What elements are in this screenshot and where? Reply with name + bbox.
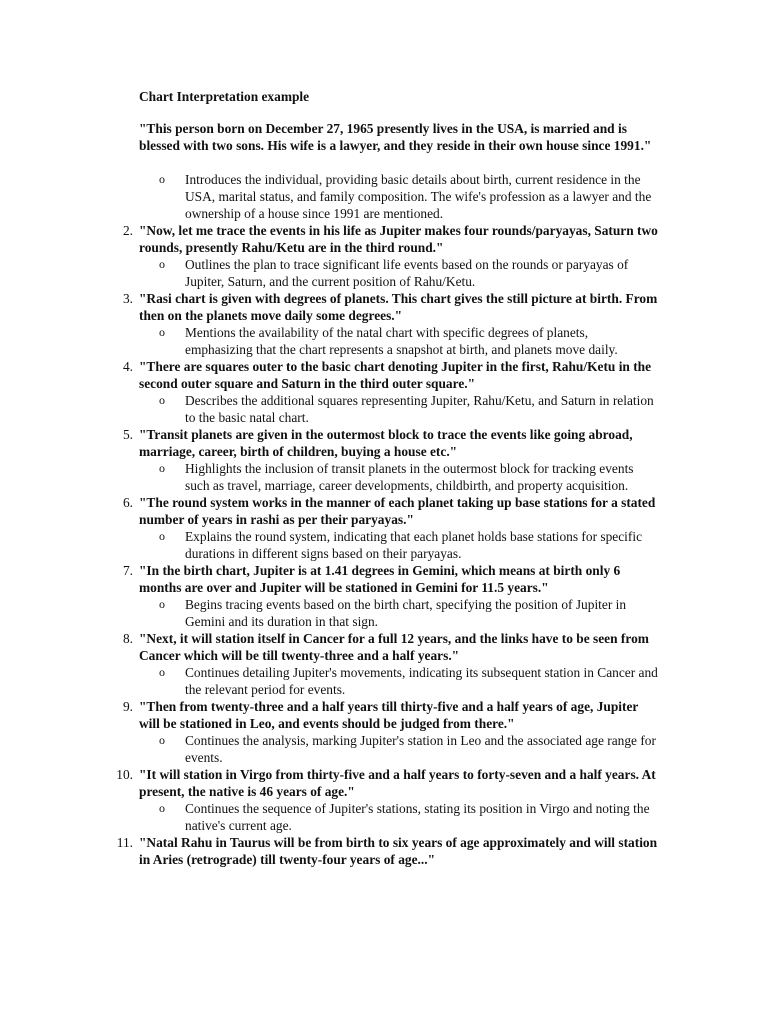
- item-number: 11.: [116, 835, 133, 850]
- list-item: [122, 630, 659, 698]
- note-text: Continues the sequence of Jupiter's stations, stating its position in Virgo and noting the native's current age.: [185, 801, 650, 833]
- item-note: [139, 596, 659, 630]
- item-note: [139, 392, 659, 426]
- item-note: [139, 800, 659, 834]
- document-title: Chart Interpretation example: [139, 89, 310, 104]
- bullet-marker: o: [159, 733, 165, 747]
- item-quote: "There are squares outer to the basic chart denoting Jupiter in the first, Rahu/Ketu in the second outer square and Saturn in the third outer square.": [139, 359, 652, 391]
- item-number: 8.: [122, 631, 133, 646]
- item-note: [139, 256, 659, 290]
- bullet-marker: o: [159, 529, 165, 543]
- item-number: 6.: [122, 495, 133, 510]
- item-quote: "Transit planets are given in the outermost block to trace the events like going abroad, marriage, career, birth of children, buying a house etc.": [139, 427, 633, 459]
- item-note: [139, 460, 659, 494]
- note-text: Continues the analysis, marking Jupiter's station in Leo and the associated age range for events.: [185, 733, 656, 765]
- bullet-marker: o: [159, 393, 165, 407]
- note-text: Outlines the plan to trace significant life events based on the rounds or paryayas of Jupiter, Saturn, and the current position of Rahu/Ketu.: [185, 257, 629, 289]
- item-note: [139, 664, 659, 698]
- item-quote: "Then from twenty-three and a half years till thirty-five and a half years of age, Jupiter will be stationed in Leo, and events should be judged from there.": [139, 699, 639, 731]
- item-quote: "It will station in Virgo from thirty-five and a half years to forty-seven and a half years. At present, the native is 46 years of age.": [139, 767, 656, 799]
- list-item: [122, 494, 659, 562]
- list-item: [122, 698, 659, 766]
- bullet-marker: o: [159, 325, 165, 339]
- bullet-marker: o: [159, 597, 165, 611]
- note-text: Explains the round system, indicating that each planet holds base stations for specific durations in different signs based on their paryayas.: [185, 529, 643, 561]
- item-number: 7.: [122, 563, 133, 578]
- list-item: [122, 426, 659, 494]
- bullet-marker: o: [159, 461, 165, 475]
- bullet-marker: o: [159, 665, 165, 679]
- item-number: 2.: [122, 223, 133, 238]
- list-item: [116, 834, 659, 868]
- note-text: Highlights the inclusion of transit planets in the outermost block for tracking events such as travel, marriage, career developments, childbirth, and property acquisition.: [185, 461, 634, 493]
- item-quote: "Now, let me trace the events in his life as Jupiter makes four rounds/paryayas, Saturn two rounds, presently Rahu/Ketu are in the third round.": [139, 223, 658, 255]
- intro-quote: "This person born on December 27, 1965 presently lives in the USA, is married and is blessed with two sons. His wife is a lawyer, and they reside in their own house since 1991.": [139, 121, 652, 153]
- list-item: [122, 358, 659, 426]
- item-number: 3.: [122, 291, 133, 306]
- bullet-marker: o: [159, 801, 165, 815]
- item-note: [139, 324, 659, 358]
- item-quote: "Next, it will station itself in Cancer for a full 12 years, and the links have to be seen from Cancer which will be till twenty-three and a half years.": [139, 631, 649, 663]
- item-quote: "In the birth chart, Jupiter is at 1.41 degrees in Gemini, which means at birth only 6 months are over and Jupiter will be stationed in Gemini for 11.5 years.": [139, 563, 621, 595]
- item-quote: "The round system works in the manner of each planet taking up base stations for a stated number of years in rashi as per their paryayas.": [139, 495, 656, 527]
- bullet-marker: o: [159, 257, 165, 271]
- note-text: Mentions the availability of the natal chart with specific degrees of planets, emphasizing that the chart represents a snapshot at birth, and planets move daily.: [185, 325, 618, 357]
- list-item: [116, 766, 659, 834]
- note-text: Begins tracing events based on the birth chart, specifying the position of Jupiter in Gemini and its duration in that sign.: [185, 597, 627, 629]
- list-item: [122, 562, 659, 630]
- note-text: Continues detailing Jupiter's movements, indicating its subsequent station in Cancer and the relevant period for events.: [185, 665, 658, 697]
- note-text: Describes the additional squares representing Jupiter, Rahu/Ketu, and Saturn in relation to the basic natal chart.: [185, 393, 654, 425]
- intro-note: [139, 171, 659, 222]
- note-text: Introduces the individual, providing basic details about birth, current residence in the USA, marital status, and family composition. The wife's profession as a lawyer and the ownership of a house since 1991 are mentioned.: [185, 172, 652, 221]
- item-note: [139, 528, 659, 562]
- bullet-marker: o: [159, 172, 165, 186]
- item-number: 10.: [116, 767, 133, 782]
- item-quote: "Natal Rahu in Taurus will be from birth to six years of age approximately and will station in Aries (retrograde) till twenty-four years of age...": [139, 835, 658, 867]
- list-item: [122, 290, 659, 358]
- document-page: [116, 88, 659, 868]
- item-number: 4.: [122, 359, 133, 374]
- list-item: [122, 222, 659, 290]
- item-number: 5.: [122, 427, 133, 442]
- item-note: [139, 732, 659, 766]
- item-number: 9.: [122, 699, 133, 714]
- item-quote: "Rasi chart is given with degrees of planets. This chart gives the still picture at birth. From then on the planets move daily some degrees.": [139, 291, 658, 323]
- numbered-list: [116, 222, 659, 868]
